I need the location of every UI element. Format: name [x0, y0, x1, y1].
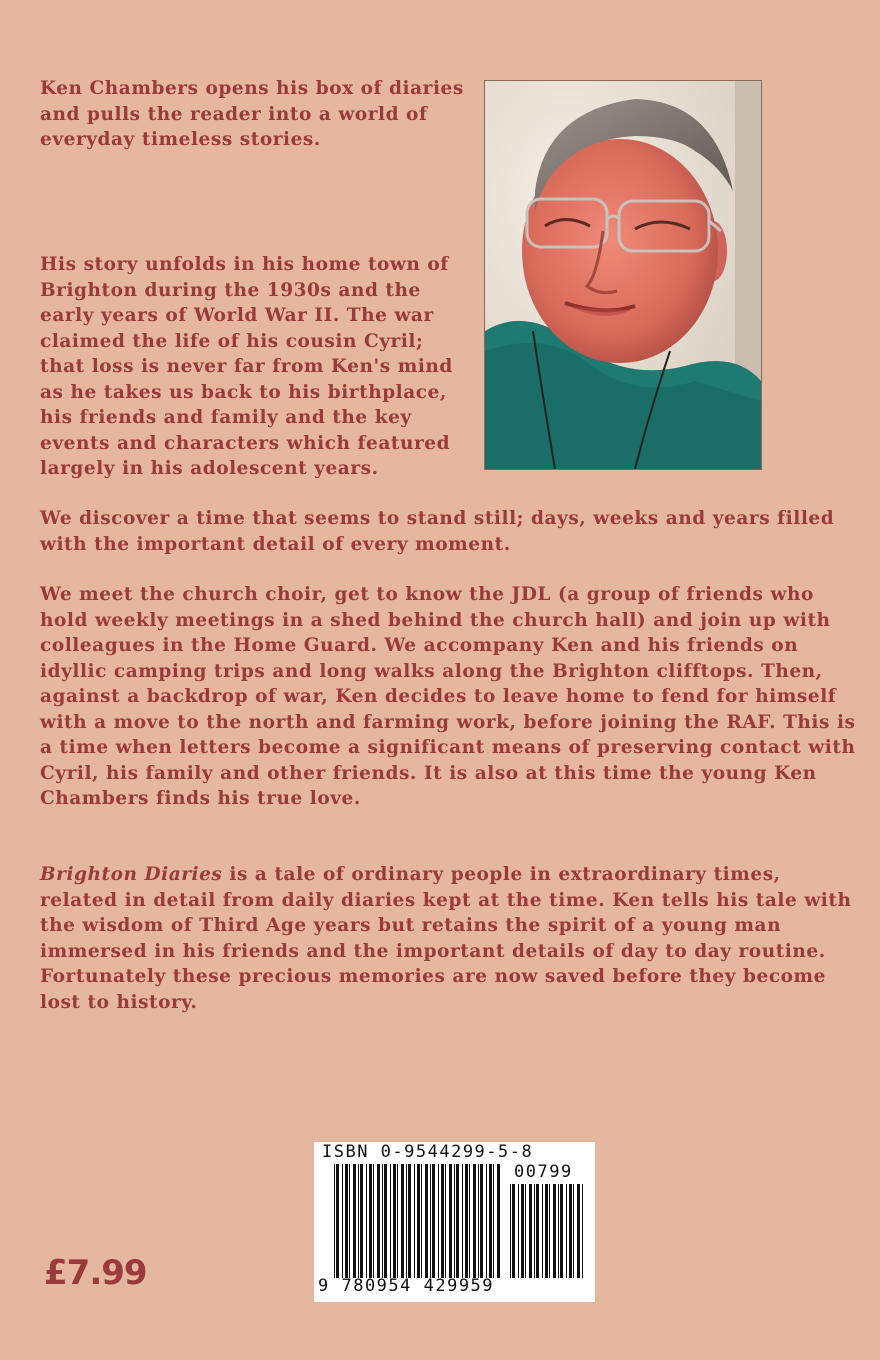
author-photo — [484, 80, 762, 470]
intro-text — [40, 76, 470, 178]
intro-paragraph-1: Ken Chambers opens his box of diaries and pulls the reader into a world of everyday timeless stories. — [40, 78, 464, 150]
paragraph-5 — [40, 862, 860, 1015]
price: £7.99 — [44, 1253, 147, 1293]
intro-paragraph-2: His story unfolds in his home town of Brighton during the 1930s and the early years of World War II. The war claimed the life of his cousin Cyril; that loss is never far from Ken's mind as he takes us back to his birthplace, his friends and family and the key events and characters which featured largely in his adolescent years. — [40, 254, 453, 479]
ean-number: 9 780954 429959 — [318, 1276, 495, 1296]
isbn-label: ISBN 0-9544299-5-8 — [322, 1142, 534, 1162]
paragraph-5-rest: is a tale of ordinary people in extraordinary times, related in detail from daily diaries kept at the time. Ken tells his tale with the wisdom of Third Age years but retains the spirit of a young man immersed in his friends and the important details of day to day routine. Fortunately these precious memories are now saved before they become lost to history. — [40, 864, 852, 1013]
barcode — [314, 1142, 595, 1302]
barcode-addon-number: 00799 — [514, 1162, 573, 1182]
book-title: Brighton Diaries — [40, 864, 223, 885]
paragraph-4: We meet the church choir, get to know the JDL (a group of friends who hold weekly meetings in a shed behind the church hall) and join up with colleagues in the Home Guard. We accompany Ken and his friends on idyllic camping trips and long walks along the Brighton clifftops. Then, against a backdrop of war, Ken decides to leave home to fend for himself with a move to the north and farming work, before joining the RAF. This is a time when letters become a significant means of preserving contact with Cyril, his family and other friends. It is also at this time the young Ken Chambers finds his true love. — [40, 584, 856, 809]
paragraph-3: We discover a time that seems to stand still; days, weeks and years filled with the important detail of every moment. — [40, 508, 835, 555]
